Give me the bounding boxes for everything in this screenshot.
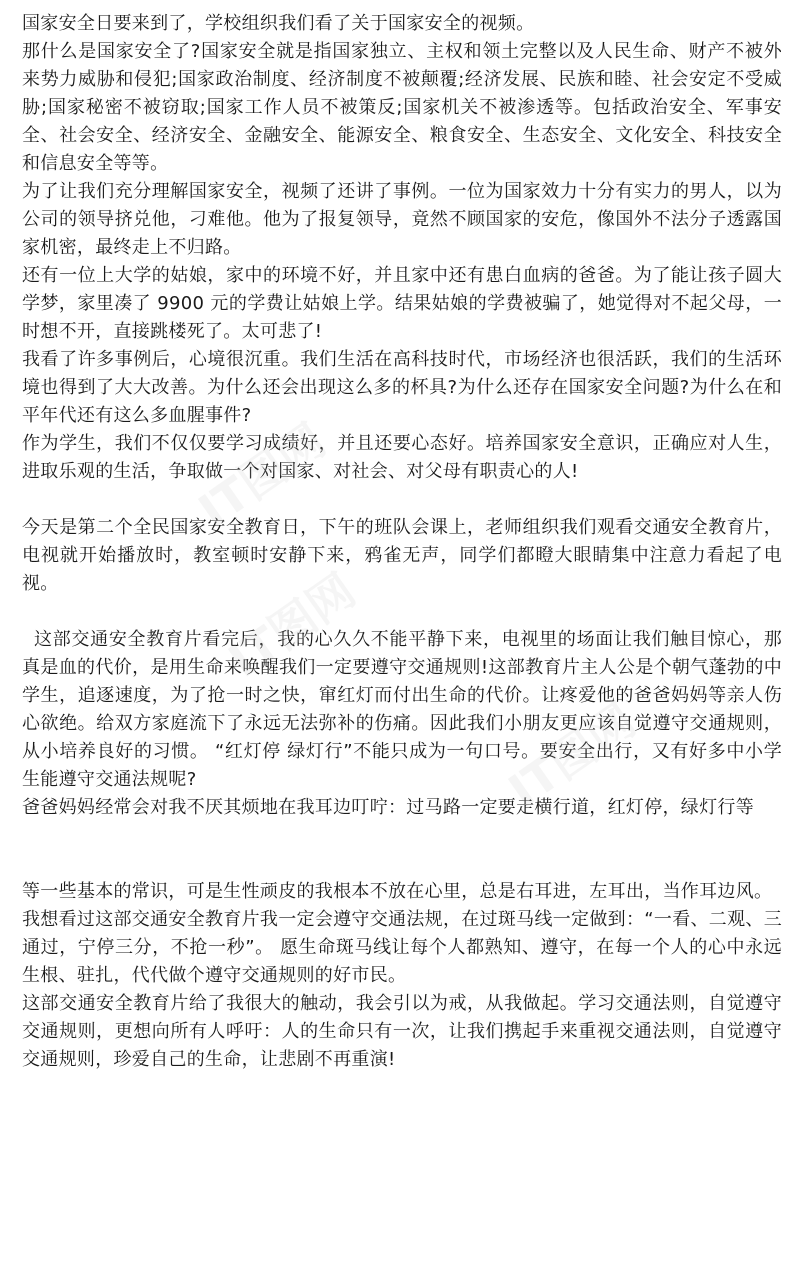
paragraph-student-duty: 作为学生，我们不仅仅要学习成绩好，并且还要心态好。培养国家安全意识，正确应对人生，进取乐观的生活，争取做一个对国家、对社会、对父母有职责心的人! (22, 433, 782, 482)
watermark: IT图网 (188, 413, 336, 538)
paragraph-intro: 国家安全日要来到了，学校组织我们看了关于国家安全的视频。 (22, 13, 535, 34)
paragraph-example-man: 为了让我们充分理解国家安全，视频了还讲了事例。一位为国家效力十分有实力的男人，以为公司的领导挤兑他，刁难他。他为了报复领导，竟然不顾国家的安危，像国外不法分子透露国家机密，最终走上不归路。 (22, 181, 782, 258)
paragraph-reflection: 我看了许多事例后，心境很沉重。我们生活在高科技时代，市场经济也很活跃，我们的生活环境也得到了大大改善。为什么还会出现这么多的杯具?为什么还存在国家安全问题?为什么在和平年代还有这么多血腥事件? (22, 349, 782, 426)
paragraph-definition: 那什么是国家安全了?国家安全就是指国家独立、主权和领土完整以及人民生命、财产不被外来势力威胁和侵犯;国家政治制度、经济制度不被颠覆;经济发展、民族和睦、社会安定不受威胁;国家秘密不被窃取;国家工作人员不被策反;国家机关不被渗透等。包括政治安全、军事安全、社会安全、经济安全、金融安全、能源安全、粮食安全、生态安全、文化安全、科技安全和信息安全等等。 (22, 41, 782, 174)
watermark: IT图网 (498, 693, 646, 818)
paragraph-traffic-film: 这部交通安全教育片看完后，我的心久久不能平静下来，电视里的场面让我们触目惊心，那真是血的代价，是用生命来唤醒我们一定要遵守交通规则!这部教育片主人公是个朝气蓬勃的中学生，追逐速度，为了抢一时之快，窜红灯而付出生命的代价。让疼爱他的爸爸妈妈等亲人伤心欲绝。给双方家庭流下了永远无法弥补的伤痛。因此我们小朋友更应该自觉遵守交通规则，从小培养良好的习惯。 “红灯停 绿灯行”不能只成为一句口号。要安全出行，又有好多中小学生能遵守交通法规呢? (22, 629, 782, 790)
paragraph-parents-advice: 爸爸妈妈经常会对我不厌其烦地在我耳边叮咛：过马路一定要走横行道，红灯停，绿灯行等 (22, 797, 754, 818)
watermark: IT图网 (218, 563, 366, 688)
document-body (22, 10, 782, 1074)
paragraph-traffic-intro: 今天是第二个全民国家安全教育日，下午的班队会课上，老师组织我们观看交通安全教育片，电视就开始播放时，教室顿时安静下来，鸦雀无声，同学们都瞪大眼睛集中注意力看起了电视。 (22, 517, 782, 594)
paragraph-conclusion: 这部交通安全教育片给了我很大的触动，我会引以为戒，从我做起。学习交通法则，自觉遵守交通规则，更想向所有人呼吁：人的生命只有一次，让我们携起手来重视交通法则，自觉遵守交通规则，珍爱自己的生命，让悲剧不再重演! (22, 993, 782, 1070)
paragraph-common-sense: 等一些基本的常识，可是生性顽皮的我根本不放在心里，总是右耳进，左耳出，当作耳边风。 (22, 881, 773, 902)
paragraph-zebra-crossing: 我想看过这部交通安全教育片我一定会遵守交通法规，在过斑马线一定做到：“一看、二观、三通过，宁停三分，不抢一秒”。 愿生命斑马线让每个人都熟知、遵守，在每一个人的心中永远生根、驻扎，代代做个遵守交通规则的好市民。 (22, 909, 782, 986)
paragraph-example-girl: 还有一位上大学的姑娘，家中的环境不好，并且家中还有患白血病的爸爸。为了能让孩子圆大学梦，家里凑了 9900 元的学费让姑娘上学。结果姑娘的学费被骗了，她觉得对不起父母，一时想不开，直接跳楼死了。太可悲了! (22, 265, 782, 342)
